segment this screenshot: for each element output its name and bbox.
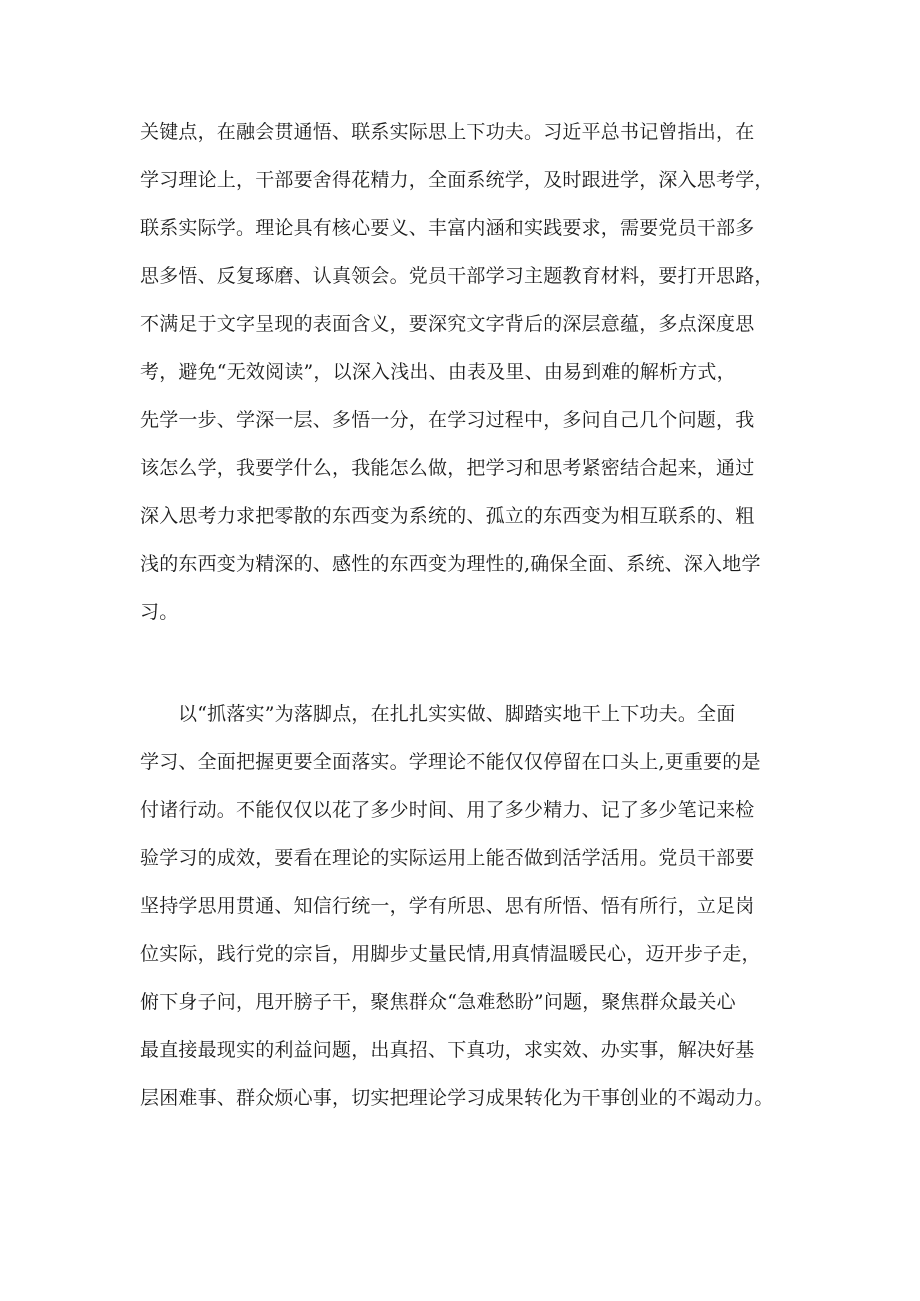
paragraph-2 [140, 690, 790, 1122]
paragraph-line: 关键点，在融会贯通悟、联系实际思上下功夫。习近平总书记曾指出，在 [140, 121, 755, 143]
paragraph-line: 该怎么学，我要学什么，我能怎么做，把学习和思考紧密结合起来，通过 [140, 457, 755, 479]
paragraph-line: 位实际，践行党的宗旨，用脚步丈量民情,用真情温暖民心，迈开步子走， [140, 943, 761, 965]
paragraph-line: 俯下身子问，甩开膀子干，聚焦群众“急难愁盼”问题，聚焦群众最关心 [140, 991, 736, 1013]
paragraph-line: 验学习的成效，要看在理论的实际运用上能否做到活学活用。党员干部要 [140, 847, 755, 869]
paragraph-line: 先学一步、学深一层、多悟一分，在学习过程中，多问自己几个问题，我 [140, 409, 755, 431]
paragraph-line: 思多悟、反复琢磨、认真领会。党员干部学习主题教育材料，要打开思路， [140, 265, 774, 287]
paragraph-line: 以“抓落实”为落脚点，在扎扎实实做、脚踏实地干上下功夫。全面 [178, 703, 736, 725]
paragraph-line: 学习、全面把握更要全面落实。学理论不能仅仅停留在口头上,更重要的是 [140, 751, 761, 773]
paragraph-line: 付诸行动。不能仅仅以花了多少时间、用了多少精力、记了多少笔记来检 [140, 799, 755, 821]
paragraph-line: 深入思考力求把零散的东西变为系统的、孤立的东西变为相互联系的、粗 [140, 505, 755, 527]
paragraph-line: 浅的东西变为精深的、感性的东西变为理性的,确保全面、系统、深入地学 [140, 553, 761, 575]
paragraph-line: 层困难事、群众烦心事，切实把理论学习成果转化为干事创业的不竭动力。 [140, 1087, 774, 1109]
paragraph-line: 习。 [140, 601, 179, 623]
paragraph-line: 考，避免“无效阅读”，以深入浅出、由表及里、由易到难的解析方式， [140, 361, 736, 383]
paragraph-line: 不满足于文字呈现的表面含义，要深究文字背后的深层意蕴，多点深度思 [140, 313, 755, 335]
paragraph-1 [140, 108, 790, 636]
paragraph-line: 最直接最现实的利益问题，出真招、下真功，求实效、办实事，解决好基 [140, 1039, 755, 1061]
paragraph-line: 联系实际学。理论具有核心要义、丰富内涵和实践要求，需要党员干部多 [140, 217, 755, 239]
paragraph-line: 学习理论上，干部要舍得花精力，全面系统学，及时跟进学，深入思考学， [140, 169, 774, 191]
paragraph-line: 坚持学思用贯通、知信行统一，学有所思、思有所悟、悟有所行，立足岗 [140, 895, 755, 917]
